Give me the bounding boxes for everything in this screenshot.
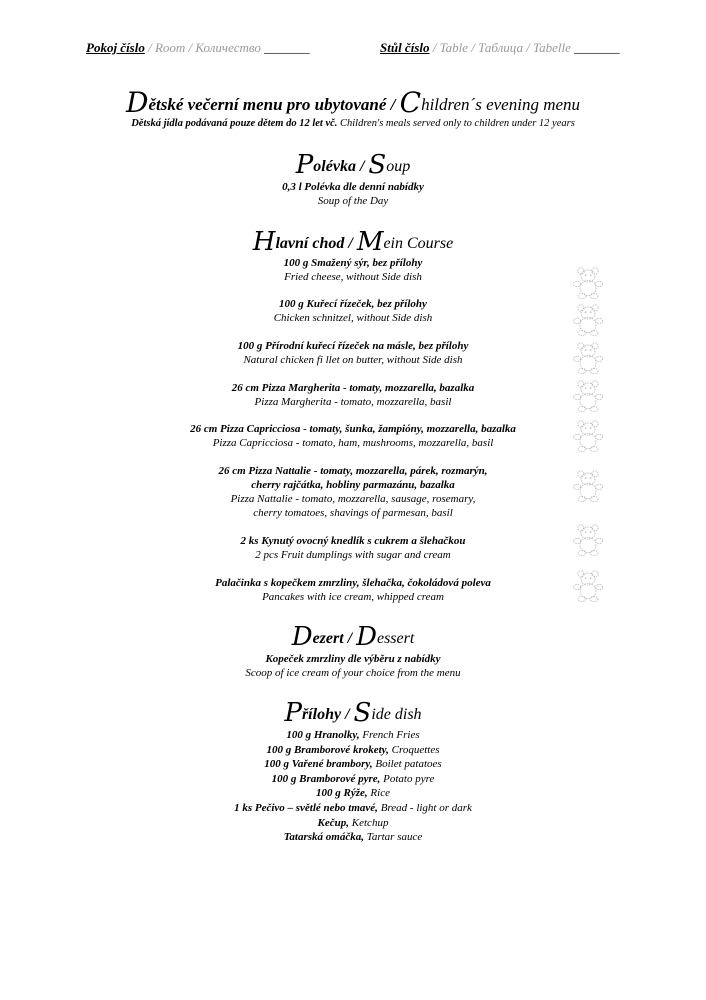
- heading-cz: ezert /: [312, 630, 357, 647]
- item-name-en: Fried cheese, without Side dish: [284, 271, 422, 283]
- section-heading-main-course: [0, 227, 706, 257]
- teddy-bear-outline-icon: [571, 568, 605, 602]
- item-name-cz: Palačinka s kopečkem zmrzliny, šlehačka, čokoládová poleva: [215, 577, 491, 589]
- room-label-cz: Pokoj číslo: [86, 40, 145, 55]
- item-name-cz: 26 cm Pizza Capricciosa - tomaty, šunka, žampióny, mozzarella, bazalka: [190, 423, 516, 435]
- heading-initial: P: [295, 150, 314, 180]
- item-name-en: Pizza Capricciosa - tomato, ham, mushrooms, mozzarella, basil: [212, 437, 494, 449]
- item-name-cz: 100 g Kuřecí řízeček, bez přílohy: [279, 298, 427, 310]
- side-name-cz: 100 g Bramborové krokety,: [266, 743, 389, 756]
- table-label-translations: / Table / Таблица / Tabelle: [429, 40, 571, 55]
- heading-initial: P: [284, 698, 302, 728]
- heading-cz: lavní chod /: [275, 235, 357, 252]
- heading-initial: S: [353, 698, 372, 728]
- side-name-cz: Kečup,: [317, 816, 350, 829]
- page-subtitle: [0, 118, 706, 129]
- side-name-cz: 1 ks Pečivo – světlé nebo tmavé,: [234, 801, 378, 814]
- table-label-cz: Stůl číslo: [380, 40, 430, 55]
- heading-initial: S: [368, 150, 387, 180]
- subtitle-cz: Dětská jídla podávaná pouze dětem do 12 let vč.: [131, 118, 338, 129]
- list-item: [0, 801, 706, 816]
- table-blank-line: _______: [570, 40, 620, 55]
- menu-item-dessert: [0, 652, 706, 680]
- heading-initial: H: [252, 227, 276, 257]
- teddy-bear-outline-icon: [571, 468, 605, 502]
- list-item: [0, 786, 706, 801]
- side-dish-list: [0, 728, 706, 845]
- subtitle-en: Children's meals served only to children under 12 years: [337, 118, 575, 129]
- side-name-en: Tartar sauce: [363, 831, 423, 844]
- table-number-field[interactable]: [380, 40, 620, 56]
- teddy-bear-outline-icon: [571, 265, 605, 299]
- item-name-cz: 2 ks Kynutý ovocný knedlík s cukrem a šlehačkou: [240, 535, 466, 547]
- item-name-en: Chicken schnitzel, without Side dish: [273, 312, 433, 324]
- item-name-cz: 26 cm Pizza Margherita - tomaty, mozzarella, bazalka: [231, 382, 475, 394]
- teddy-bear-outline-icon: [571, 418, 605, 452]
- item-name-cz: 26 cm Pizza Nattalie - tomaty, mozzarella, párek, rozmarýn,: [218, 465, 488, 477]
- title-en: hildren´s evening menu: [421, 95, 581, 114]
- side-name-cz: 100 g Bramborové pyre,: [271, 772, 381, 785]
- title-en-initial: C: [399, 86, 422, 119]
- heading-en: ein Course: [383, 235, 454, 252]
- teddy-bear-outline-icon: [571, 340, 605, 374]
- list-item: [0, 772, 706, 787]
- item-name-en: 2 pcs Fruit dumplings with sugar and cream: [255, 549, 451, 561]
- list-item: [0, 830, 706, 845]
- heading-en: essert: [376, 630, 415, 647]
- list-item: [0, 743, 706, 758]
- side-name-en: Rice: [367, 787, 390, 800]
- heading-initial: M: [356, 227, 384, 257]
- page-title: [0, 86, 706, 119]
- title-cz: ětské večerní menu pro ubytované /: [148, 95, 400, 114]
- section-heading-soup: [0, 150, 706, 180]
- menu-item-soup: [0, 180, 706, 208]
- item-name-en: Pizza Margherita - tomato, mozzarella, basil: [254, 396, 452, 408]
- item-name-en: Natural chicken fi llet on butter, without Side dish: [243, 354, 463, 366]
- item-name-cz: cherry rajčátka, hobliny parmazánu, bazalka: [251, 479, 455, 491]
- room-label-translations: / Room / Количество: [144, 40, 261, 55]
- room-number-field[interactable]: [86, 40, 310, 56]
- side-name-cz: 100 g Hranolky,: [286, 729, 360, 741]
- item-name-cz: 0,3 l Polévka dle denní nabídky: [282, 181, 424, 193]
- teddy-bear-outline-icon: [571, 378, 605, 412]
- heading-cz: řílohy /: [301, 706, 354, 723]
- item-name-cz: 100 g Smažený sýr, bez přílohy: [283, 257, 423, 269]
- item-name-en: Pizza Nattalie - tomato, mozzarella, sausage, rosemary,: [230, 493, 476, 505]
- section-heading-side-dish: [0, 698, 706, 728]
- side-name-cz: 100 g Vařené brambory,: [264, 758, 373, 771]
- heading-initial: D: [291, 622, 313, 652]
- side-name-en: Ketchup: [349, 816, 389, 829]
- heading-en: ide dish: [371, 706, 422, 723]
- teddy-bear-outline-icon: [571, 522, 605, 556]
- side-name-en: Potato pyre: [380, 772, 435, 785]
- side-name-en: French Fries: [359, 729, 420, 741]
- teddy-bear-outline-icon: [571, 302, 605, 336]
- side-name-cz: Tatarská omáčka,: [283, 831, 364, 844]
- item-name-en: Pancakes with ice cream, whipped cream: [262, 591, 444, 603]
- side-name-en: Bread - light or dark: [377, 801, 472, 814]
- list-item: [0, 757, 706, 772]
- item-name-en: cherry tomatoes, shavings of parmesan, basil: [253, 507, 453, 519]
- item-name-en: Soup of the Day: [317, 195, 389, 207]
- title-cz-initial: D: [125, 86, 149, 119]
- heading-cz: olévka /: [313, 158, 369, 175]
- side-name-cz: 100 g Rýže,: [316, 787, 368, 800]
- item-name-cz: Kopeček zmrzliny dle výběru z nabídky: [265, 653, 441, 665]
- room-blank-line: _______: [260, 40, 310, 55]
- heading-en: oup: [386, 158, 411, 175]
- list-item: [0, 816, 706, 831]
- section-heading-dessert: [0, 622, 706, 652]
- heading-initial: D: [356, 622, 377, 652]
- item-name-en: Scoop of ice cream of your choice from the menu: [245, 667, 461, 679]
- list-item: [0, 728, 706, 743]
- side-name-en: Croquettes: [388, 743, 440, 756]
- side-name-en: Boilet patatoes: [372, 758, 442, 771]
- item-name-cz: 100 g Přírodní kuřecí řízeček na másle, bez přílohy: [237, 340, 469, 352]
